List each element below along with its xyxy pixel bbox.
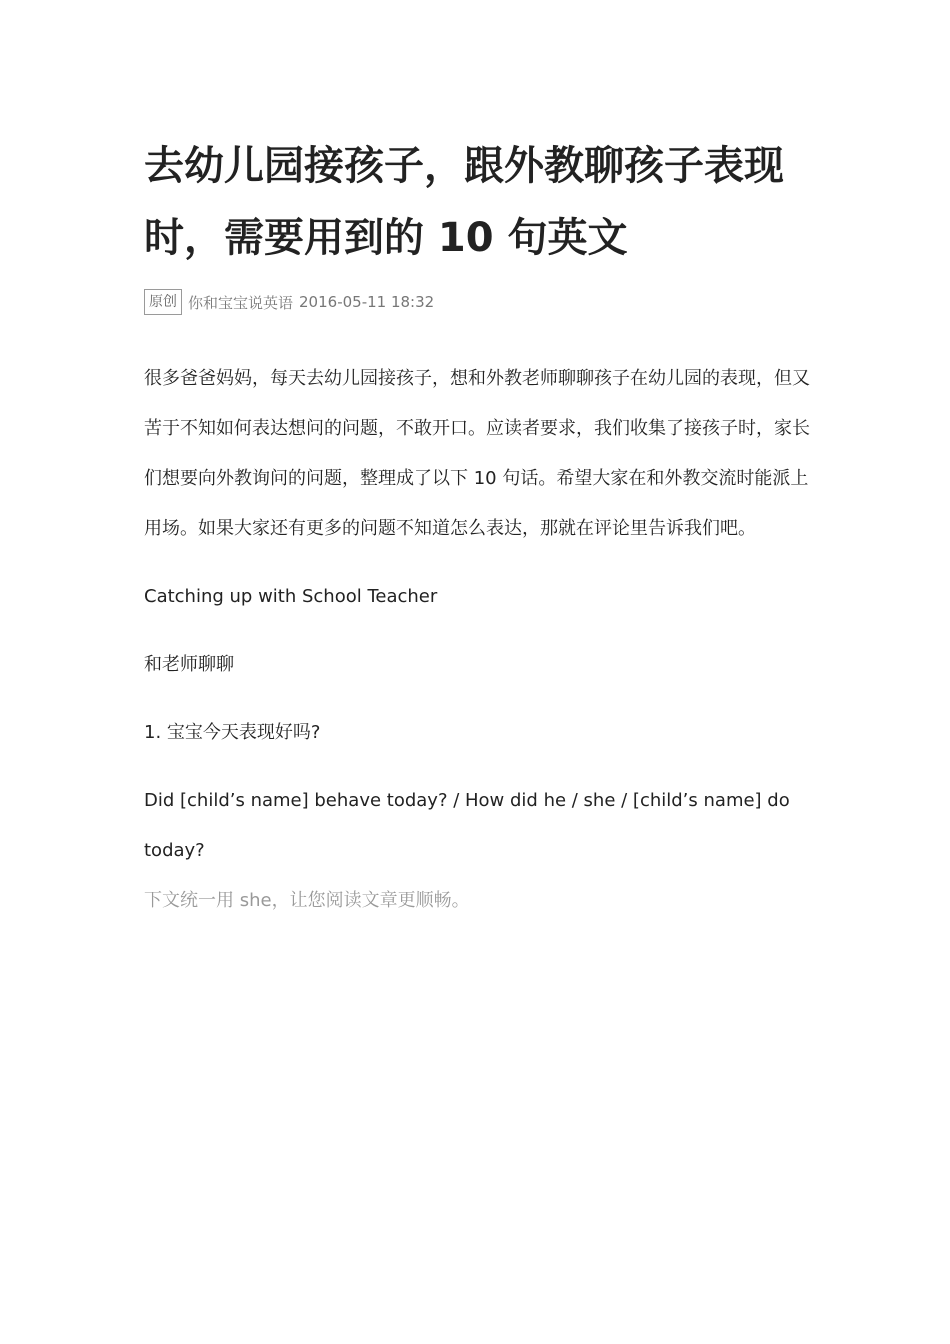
section-title-en: Catching up with School Teacher <box>144 586 438 607</box>
original-badge: 原创 <box>144 289 182 315</box>
article-meta <box>144 288 814 316</box>
article-title: 去幼儿园接孩子，跟外教聊孩子表现时，需要用到的 10 句英文 <box>144 143 784 261</box>
question-1-zh: 1. 宝宝今天表现好吗? <box>144 722 321 743</box>
article <box>144 130 814 926</box>
editor-note: 下文统一用 she，让您阅读文章更顺畅。 <box>144 890 470 911</box>
publish-datetime: 2016-05-11 18:32 <box>299 293 435 311</box>
author-link[interactable]: 你和宝宝说英语 <box>188 293 294 312</box>
section-title-zh: 和老师聊聊 <box>144 654 234 675</box>
intro-paragraph: 很多爸爸妈妈，每天去幼儿园接孩子，想和外教老师聊聊孩子在幼儿园的表现，但又苦于不知如何表达想问的问题，不敢开口。应读者要求，我们收集了接孩子时，家长们想要向外教询问的问题，整理成了以下 10 句话。希望大家在和外教交流时能派上用场。如果大家还有更多的问题不知道怎么表达，那就在评论里告诉我们吧。 <box>144 368 810 539</box>
article-body <box>144 354 814 926</box>
question-1-en: Did [child’s name] behave today? / How did he / she / [child’s name] do today? <box>144 790 790 861</box>
